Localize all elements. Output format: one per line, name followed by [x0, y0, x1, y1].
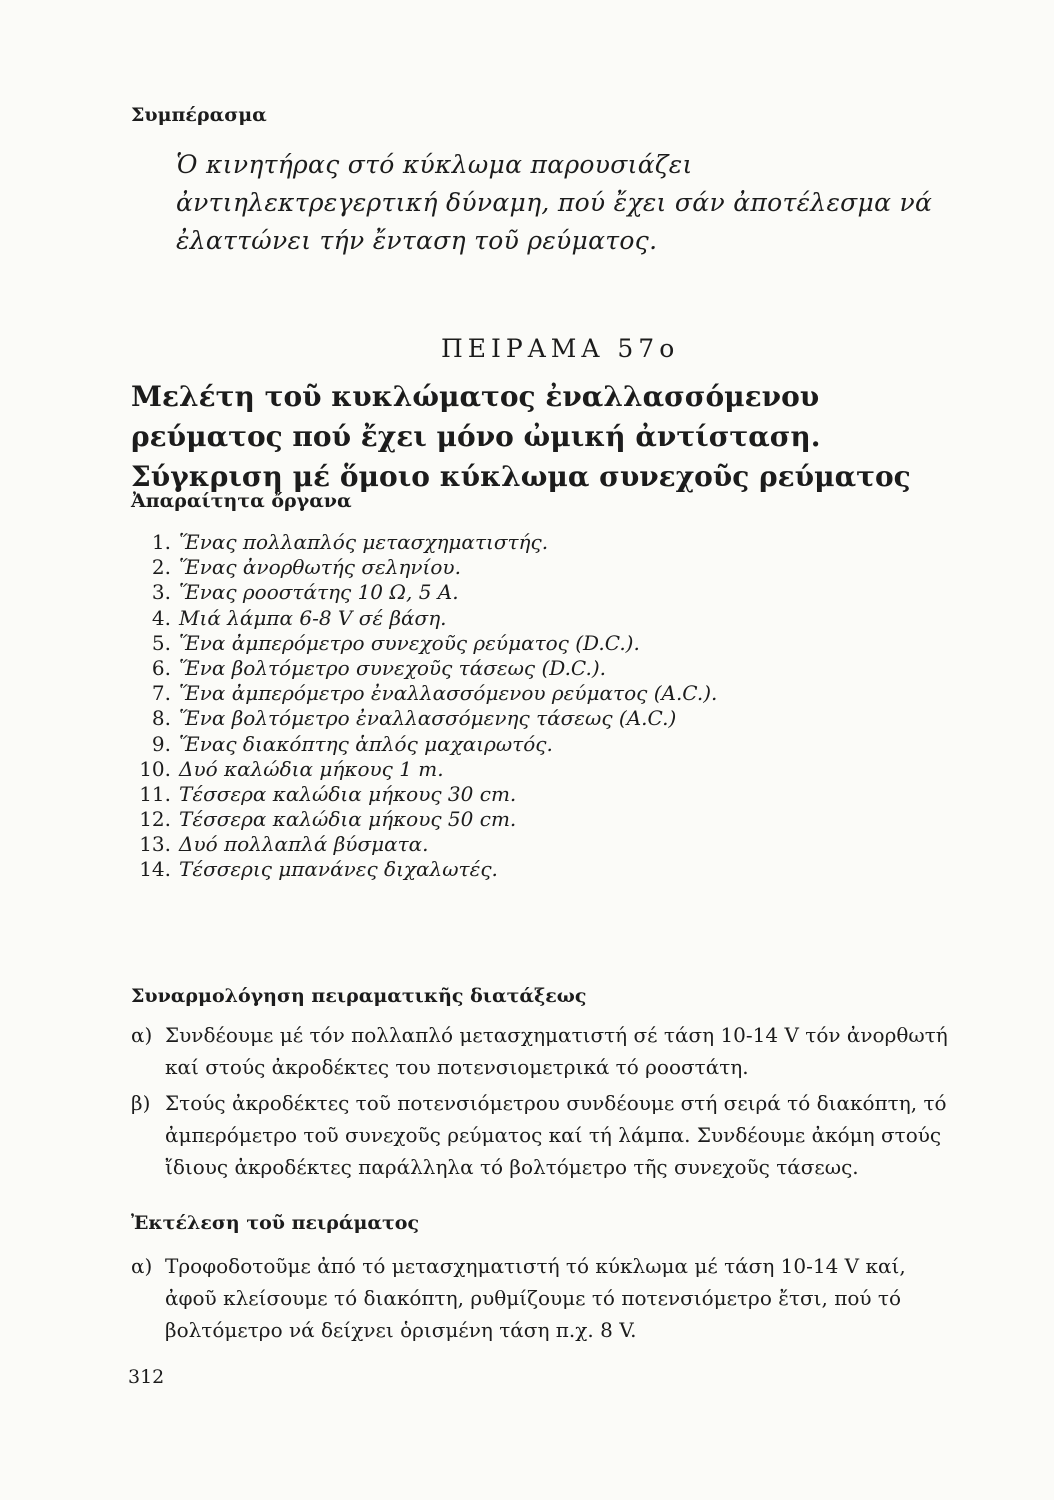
page-number: 312 [128, 1366, 165, 1388]
list-item-number: 6. [151, 655, 171, 680]
equipment-list [131, 530, 951, 883]
list-item [131, 580, 951, 605]
list-item [131, 656, 951, 681]
list-item-text: Δυό πολλαπλά βύσματα. [179, 832, 429, 857]
step-marker: α) [131, 1023, 153, 1047]
list-item-number: 12. [139, 807, 171, 832]
list-item-number: 10. [139, 756, 171, 781]
list-item [131, 782, 951, 807]
list-item [131, 530, 951, 555]
list-item [131, 832, 951, 857]
list-item [131, 555, 951, 580]
experiment-label: ΠΕΙΡΑΜΑ 57ο [441, 334, 680, 363]
list-item-number: 11. [139, 781, 171, 806]
list-item-number: 4. [151, 605, 171, 630]
list-item-number: 14. [139, 857, 171, 882]
list-item-text: Τέσσερα καλώδια μήκους 30 cm. [179, 781, 517, 806]
equipment-heading: Ἀπαραίτητα ὄργανα [131, 490, 352, 512]
list-item [131, 606, 951, 631]
list-item-text: Ἕνας πολλαπλός μετασχηματιστής. [179, 530, 549, 554]
list-item-number: 9. [151, 731, 171, 756]
assembly-heading: Συναρμολόγηση πειραματικῆς διατάξεως [131, 985, 587, 1007]
list-item-text: Ἕνα βολτόμετρο συνεχοῦς τάσεως (D.C.). [179, 655, 607, 680]
list-item-text: Ἕνα ἀμπερόμετρο ἐναλλασσόμενου ρεύματος (A.C.). [179, 681, 718, 706]
list-item-number: 7. [151, 681, 171, 706]
list-item-text: Δυό καλώδια μήκους 1 m. [179, 756, 444, 781]
list-item-text: Τέσσερα καλώδια μήκους 50 cm. [179, 807, 517, 832]
list-item-number: 8. [151, 706, 171, 731]
list-item [131, 732, 951, 757]
step-marker: β) [131, 1091, 151, 1115]
list-item-number: 3. [151, 580, 171, 605]
list-item-number: 13. [139, 832, 171, 857]
list-item-number: 1. [151, 530, 171, 554]
step-marker: α) [131, 1254, 153, 1278]
list-item [131, 857, 951, 882]
list-item-number: 2. [151, 555, 171, 580]
list-item-number: 5. [151, 630, 171, 655]
step-text: Τροφοδοτοῦμε ἀπό τό μετασχηματιστή τό κύκλωμα μέ τάση 10-14 V καί, ἀφοῦ κλείσουμε τό διακόπτη, ρυθμίζουμε τό ποτενσιόμετρο ἔτσι, πού τό βολτόμετρο νά δείχνει ὁρισμένη τάση π.χ. 8 V. [165, 1254, 906, 1342]
list-item [131, 681, 951, 706]
list-item-text: Ἕνα βολτόμετρο ἐναλλασσόμενης τάσεως (A.C.) [179, 706, 677, 731]
list-item-text: Τέσσερις μπανάνες διχαλωτές. [179, 857, 498, 882]
list-item-text: Ἕνας ἀνορθωτής σεληνίου. [179, 555, 461, 580]
conclusion-text: Ὁ κινητήρας στό κύκλωμα παρουσιάζει ἀντιηλεκτρεγερτική δύναμη, πού ἔχει σάν ἀποτέλεσμα νά ἐλαττώνει τήν ἔνταση τοῦ ρεύματος. [176, 150, 933, 255]
list-item-text: Ἕνα ἀμπερόμετρο συνεχοῦς ρεύματος (D.C.). [179, 630, 640, 655]
execution-heading: Ἐκτέλεση τοῦ πειράματος [131, 1212, 420, 1234]
conclusion-heading: Συμπέρασμα [131, 104, 267, 126]
list-item-text: Μιά λάμπα 6-8 V σέ βάση. [179, 605, 447, 630]
list-item [131, 631, 951, 656]
list-item [131, 706, 951, 731]
list-item-text: Ἕνας ροοστάτης 10 Ω, 5 A. [179, 580, 459, 605]
list-item [131, 757, 951, 782]
experiment-title: Μελέτη τοῦ κυκλώματος ἐναλλασσόμενου ρεύματος πού ἔχει μόνο ὠμική ἀντίσταση. Σύγκριση μέ ὅμοιο κύκλωμα συνεχοῦς ρεύματος [131, 380, 911, 493]
step-text: Στούς ἀκροδέκτες τοῦ ποτενσιόμετρου συνδέουμε στή σειρά τό διακόπτη, τό ἀμπερόμετρο τοῦ συνεχοῦς ρεύματος καί τή λάμπα. Συνδέουμε ἀκόμη στούς ἴδιους ἀκροδέκτες παράλληλα τό βολτόμετρο τῆς συνεχοῦς τάσεως. [165, 1091, 947, 1179]
list-item [131, 807, 951, 832]
step-text: Συνδέουμε μέ τόν πολλαπλό μετασχηματιστή σέ τάση 10-14 V τόν ἀνορθωτή καί στούς ἀκροδέκτες του ποτενσιομετρικά τό ροοστάτη. [165, 1023, 948, 1079]
list-item-text: Ἕνας διακόπτης ἁπλός μαχαιρωτός. [179, 731, 553, 756]
